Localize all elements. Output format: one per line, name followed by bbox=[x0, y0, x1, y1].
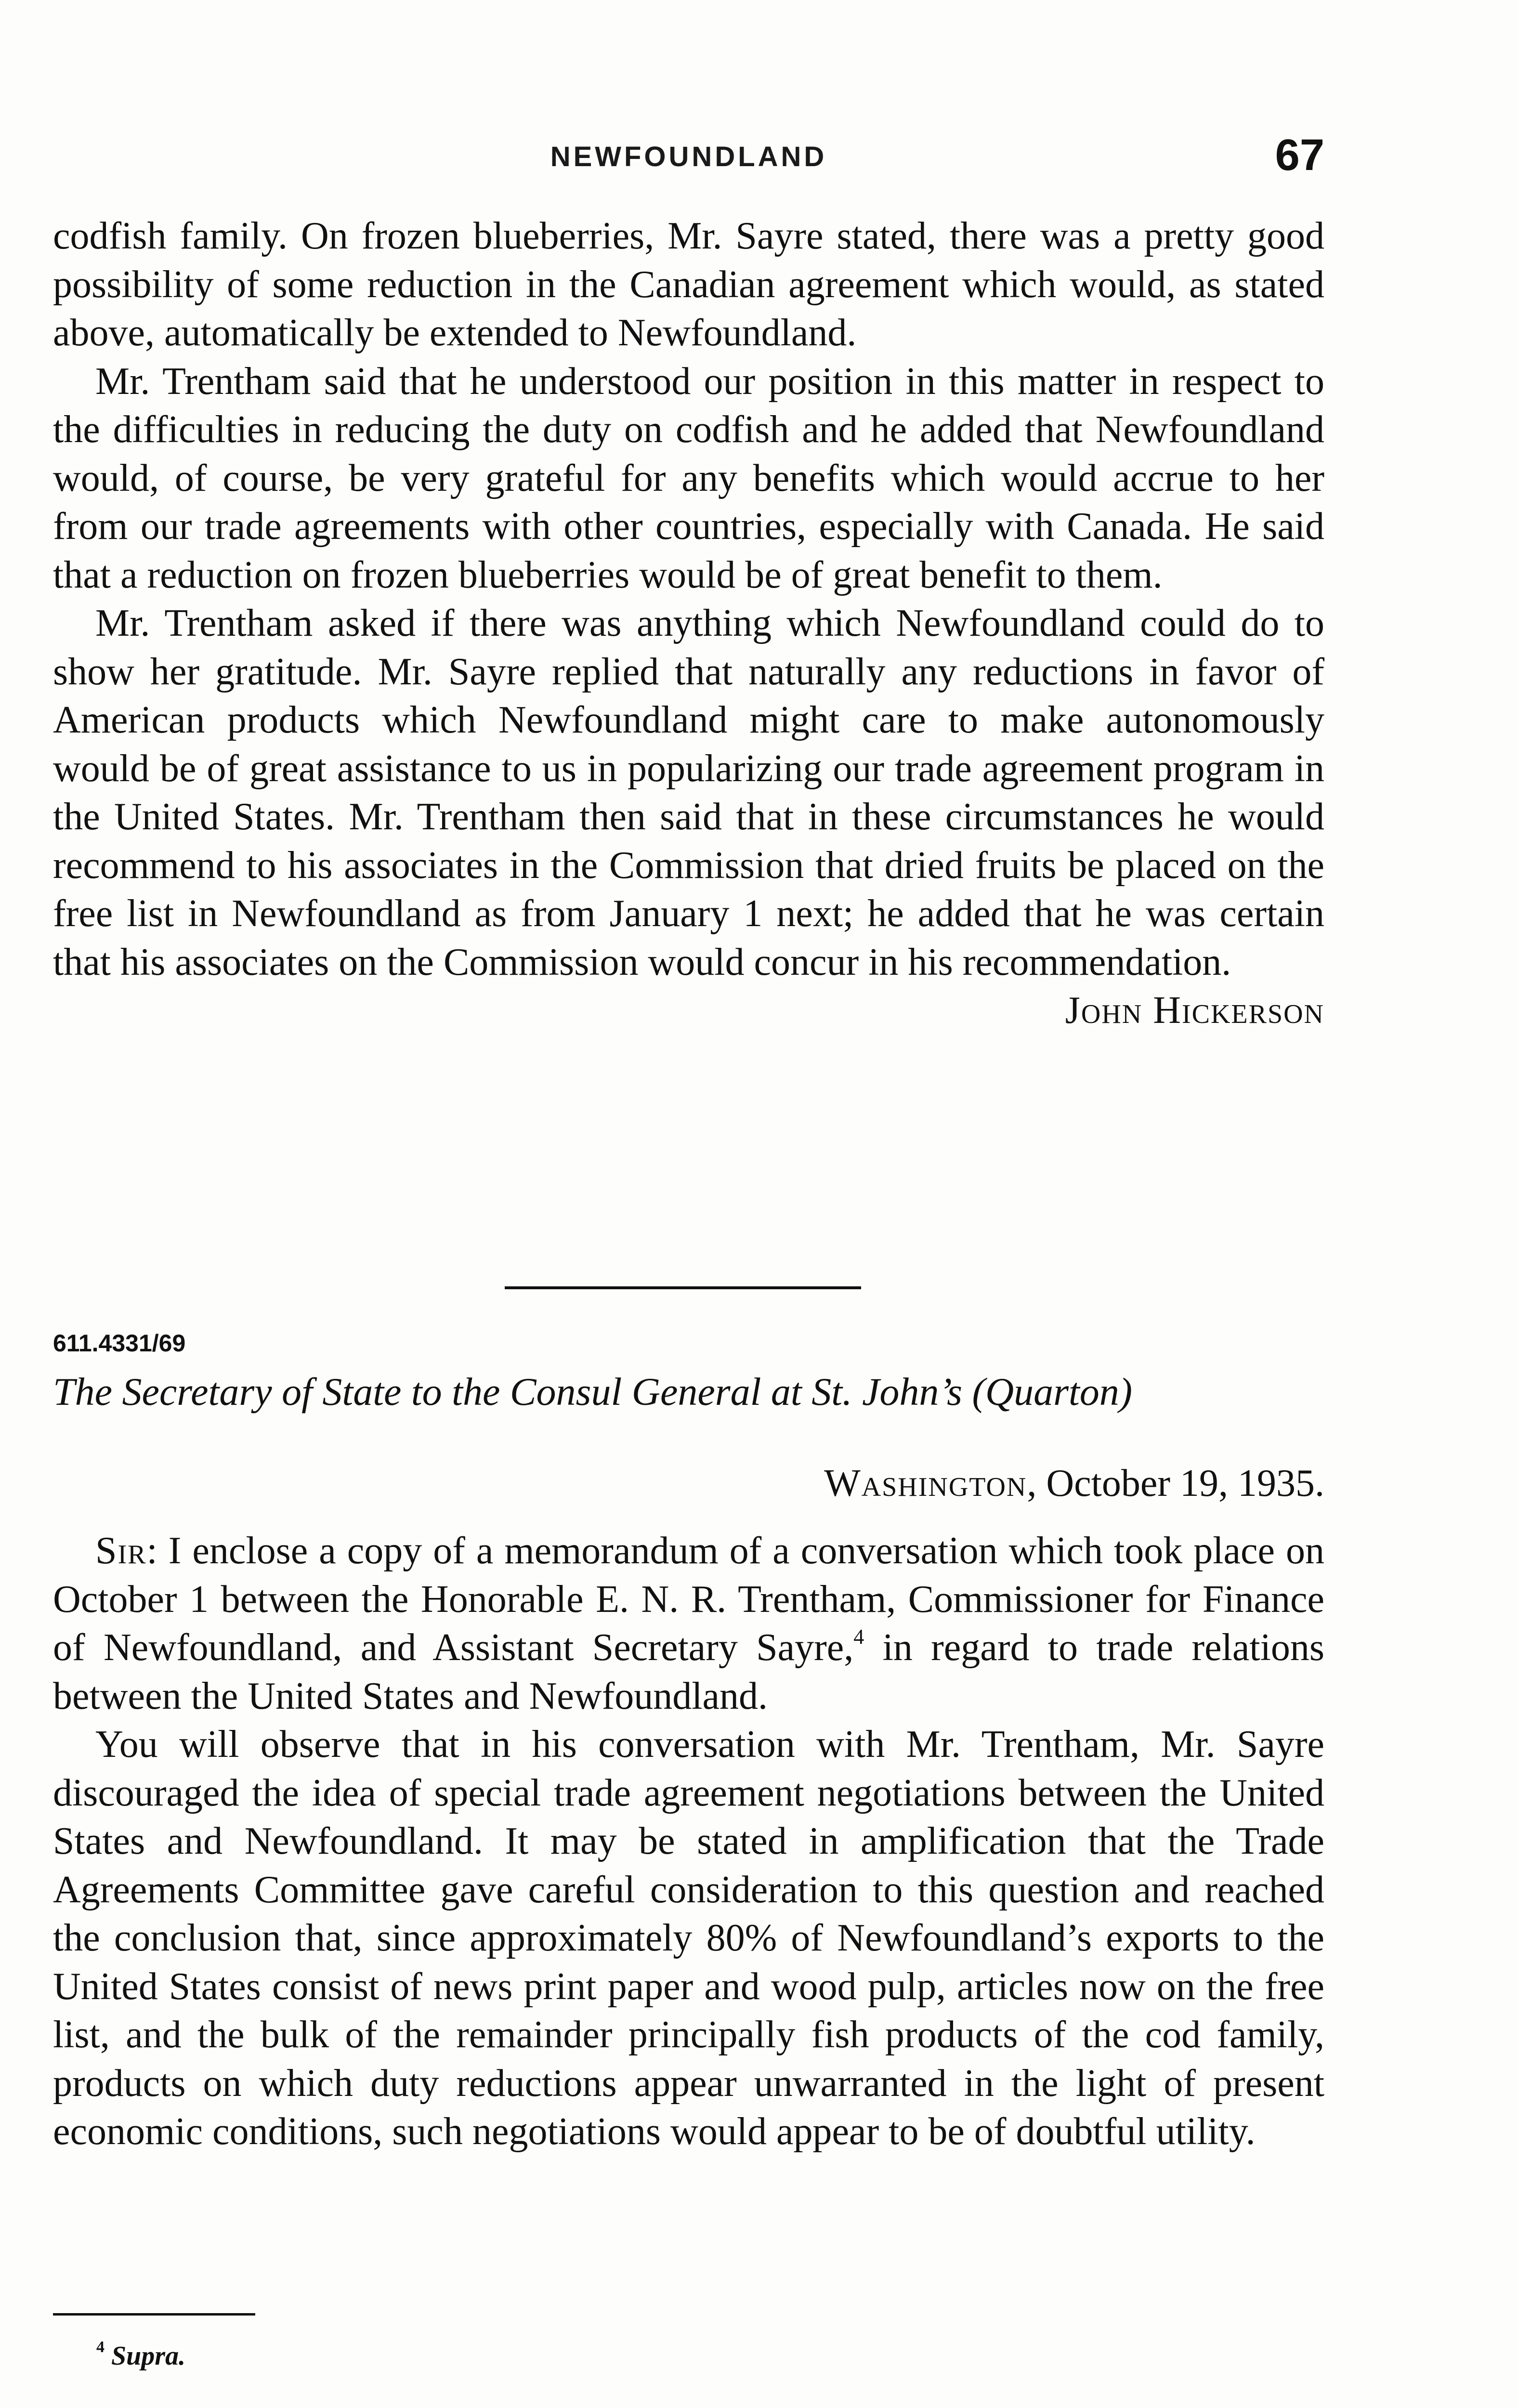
letter-body bbox=[53, 1527, 1324, 2156]
page-header bbox=[53, 130, 1324, 183]
footnote bbox=[96, 2338, 185, 2371]
document-title: The Secretary of State to the Consul General at St. John’s (Quarton) bbox=[53, 1370, 1133, 1413]
dateline-place: Washington bbox=[824, 1462, 1027, 1505]
memo-paragraph-2: Mr. Trentham said that he understood our position in this matter in respect to the difficulties in reducing the duty on codfish and he added that Newfoundland would, of course, be very grateful for any benefits which would accrue to her from our trade agreements with other countries, especially with Canada. He said that a reduction on frozen blueberries would be of great benefit to them. bbox=[53, 360, 1324, 596]
footnote-marker: 4 bbox=[96, 2338, 105, 2356]
footnote-reference: 4 bbox=[853, 1625, 864, 1649]
file-number: 611.4331/69 bbox=[53, 1330, 186, 1357]
salutation: Sir bbox=[95, 1530, 147, 1572]
letter-paragraph-1-text-a: : I enclose a copy of a memorandum of a conversation which took place on October 1 between the Honorable E. N. R. Trentham, Commissioner for Finance of Newfoundland, and Assistant Secretary Sayre, bbox=[53, 1530, 1324, 1669]
section-divider bbox=[505, 1286, 861, 1289]
letter-paragraph-1-text-b: in regard to trade relations between the United States and Newfoundland. bbox=[53, 1626, 1324, 1717]
footnote-text: Supra. bbox=[111, 2341, 186, 2371]
page-number: 67 bbox=[1275, 131, 1324, 180]
memo-section bbox=[53, 212, 1324, 1035]
memo-signature: John Hickerson bbox=[1065, 989, 1324, 1032]
letter-paragraph-1 bbox=[53, 1527, 1324, 1720]
letter-paragraph-2: You will observe that in his conversation with Mr. Trentham, Mr. Sayre discouraged the idea of special trade agreement negotiations between the United States and Newfoundland. It may be stated in amplification that the Trade Agreements Committee gave careful consideration to this question and reached the conclusion that, since approximately 80% of Newfoundland’s exports to the United States consist of news print paper and wood pulp, articles now on the free list, and the bulk of the remainder principally fish products of the cod family, products on which duty reductions appear unwarranted in the light of present economic conditions, such negotiations would appear to be of doubtful utility. bbox=[53, 1723, 1324, 2153]
memo-paragraph-3: Mr. Trentham asked if there was anything which Newfoundland could do to show her gratitude. Mr. Sayre replied that naturally any reductions in favor of American products which Newfoundland might care to make autonomously would be of great assistance to us in popularizing our trade agreement program in the United States. Mr. Trentham then said that in these circumstances he would recommend to his associates in the Commission that dried fruits be placed on the free list in Newfoundland as from January 1 next; he added that he was certain that his associates on the Commission would concur in his recommendation. bbox=[53, 602, 1324, 983]
running-head: NEWFOUNDLAND bbox=[550, 141, 827, 172]
dateline bbox=[53, 1459, 1324, 1507]
memo-paragraph-1: codfish family. On frozen blueberries, Mr. Sayre stated, there was a pretty good possibility of some reduction in the Canadian agreement which would, as stated above, automatically be extended to Newfoundland. bbox=[53, 215, 1324, 354]
dateline-date: , October 19, 1935. bbox=[1027, 1462, 1324, 1505]
footnote-rule bbox=[53, 2313, 255, 2316]
